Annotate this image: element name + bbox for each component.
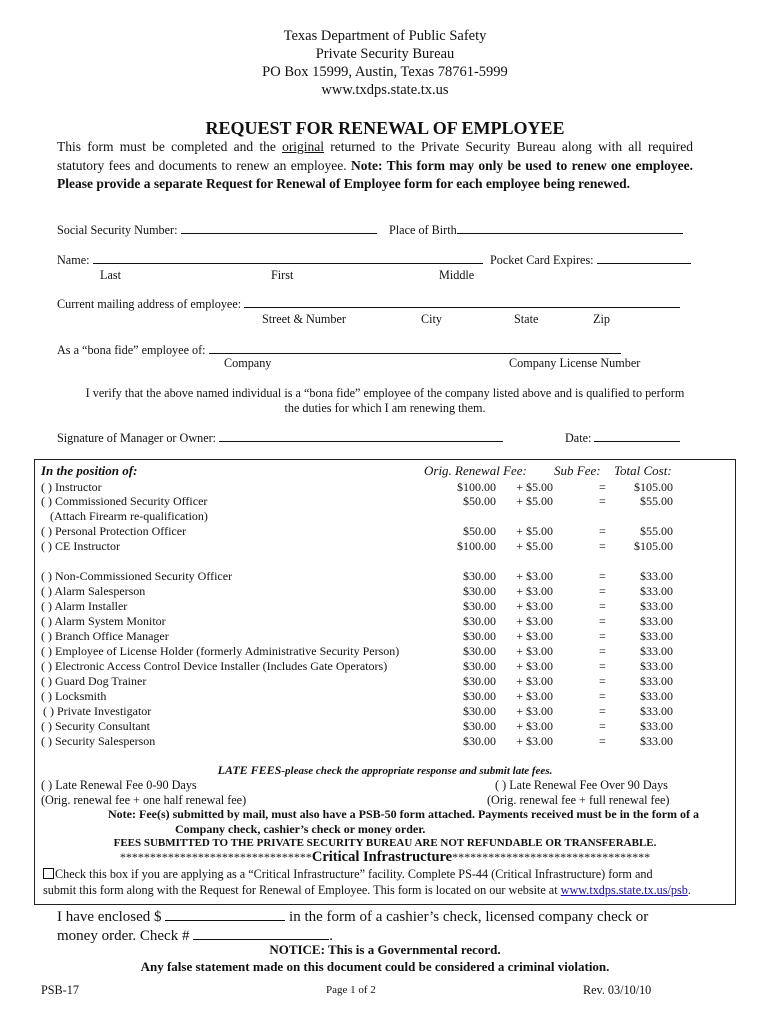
place-of-birth-input[interactable] [457, 222, 683, 234]
place-of-birth-field [389, 222, 683, 238]
period: . [329, 928, 333, 944]
payment-form-text: in the form of a cashier’s check, licensed company check or [285, 909, 649, 925]
critical-infrastructure-line1 [43, 867, 653, 882]
position-name: ( ) Alarm System Monitor [41, 614, 166, 628]
sub-fee: + $5.00 [516, 524, 553, 538]
position-row[interactable] [41, 734, 731, 749]
sub-fee: + $3.00 [516, 569, 553, 583]
equals-sign: = [599, 659, 606, 673]
check-number-label: money order. Check # [57, 928, 194, 944]
position-note: (Attach Firearm re-qualification) [50, 509, 208, 523]
late-fee-over-90-description: (Orig. renewal fee + full renewal fee) [487, 793, 670, 807]
late-fees-heading [0, 763, 770, 778]
date-label: Date: [565, 431, 592, 445]
critical-infrastructure-text-2: submit this form along with the Request for Renewal of Employee. This form is located on our website at [43, 883, 561, 897]
critical-infrastructure-heading [0, 849, 770, 866]
critical-infrastructure-text: Check this box if you are applying as a “Critical Infrastructure” facility. Complete PS-44 (Critical Infrastructure) form and [55, 867, 653, 881]
position-row[interactable] [41, 689, 731, 704]
period: . [687, 883, 691, 897]
total-cost: $33.00 [640, 584, 673, 598]
sub-fee: + $3.00 [516, 584, 553, 598]
ssn-input[interactable] [181, 222, 377, 234]
pocket-card-label: Pocket Card Expires: [490, 253, 594, 267]
orig-fee: $100.00 [457, 539, 496, 553]
equals-sign: = [599, 584, 606, 598]
date-input[interactable] [594, 430, 680, 442]
position-name: ( ) Alarm Salesperson [41, 584, 146, 598]
position-name: ( ) Security Consultant [41, 719, 150, 733]
orig-fee: $30.00 [463, 719, 496, 733]
total-cost: $33.00 [640, 569, 673, 583]
position-row[interactable] [41, 599, 731, 614]
ssn-field [57, 222, 377, 238]
total-cost: $33.00 [640, 629, 673, 643]
equals-sign: = [599, 599, 606, 613]
position-name: ( ) Branch Office Manager [41, 629, 169, 643]
sub-fee: + $3.00 [516, 719, 553, 733]
position-row[interactable] [41, 659, 731, 674]
sub-fee: + $5.00 [516, 539, 553, 553]
orig-fee: $30.00 [463, 674, 496, 688]
orig-fee: $100.00 [457, 480, 496, 494]
total-cost: $33.00 [640, 734, 673, 748]
sub-fee: + $3.00 [516, 659, 553, 673]
place-of-birth-label: Place of Birth [389, 223, 457, 237]
late-fee-over-90-option[interactable]: ( ) Late Renewal Fee Over 90 Days [495, 778, 668, 792]
address-sub-street: Street & Number [262, 312, 346, 326]
sub-fee: + $3.00 [516, 644, 553, 658]
page-number: Page 1 of 2 [326, 984, 376, 996]
position-row-commissioned-officer[interactable] [41, 494, 731, 509]
address-sub-zip: Zip [593, 312, 610, 326]
total-cost: $33.00 [640, 599, 673, 613]
total-cost: $33.00 [640, 704, 673, 718]
sub-fee-header: Sub Fee: [554, 463, 601, 478]
mail-note-line2: Company check, cashier’s check or money order. [175, 822, 426, 836]
sub-fee: + $5.00 [516, 480, 553, 494]
total-cost: $33.00 [640, 674, 673, 688]
mail-note-line1: Note: Fee(s) submitted by mail, must also have a PSB-50 form attached. Payments received must be in the form of a [108, 807, 700, 821]
total-cost: $55.00 [640, 494, 673, 508]
pocket-card-field [490, 252, 691, 268]
form-id: PSB-17 [41, 983, 79, 997]
bona-fide-input[interactable] [209, 342, 621, 354]
position-name: ( ) Employee of License Holder (formerly Administrative Security Person) [41, 644, 400, 658]
orig-fee-header: Orig. Renewal Fee: [424, 463, 527, 478]
orig-fee: $30.00 [463, 569, 496, 583]
bureau-name: Private Security Bureau [315, 46, 455, 62]
equals-sign: = [599, 494, 606, 508]
sub-fee: + $3.00 [516, 734, 553, 748]
sub-fee: + $5.00 [516, 494, 553, 508]
equals-sign: = [599, 734, 606, 748]
address-sub-city: City [421, 312, 442, 326]
equals-sign: = [599, 480, 606, 494]
position-name: ( ) Locksmith [41, 689, 107, 703]
total-cost: $105.00 [634, 480, 673, 494]
position-row-personal-protection[interactable] [41, 524, 731, 539]
stars-left: ******************************** [119, 850, 312, 864]
orig-fee: $30.00 [463, 644, 496, 658]
equals-sign: = [599, 719, 606, 733]
equals-sign: = [599, 644, 606, 658]
position-name: ( ) Guard Dog Trainer [41, 674, 147, 688]
critical-infrastructure-checkbox[interactable] [43, 868, 54, 879]
ssn-label: Social Security Number: [57, 223, 178, 237]
position-row[interactable] [41, 614, 731, 629]
enclosed-label: I have enclosed $ [57, 909, 166, 925]
position-name: ( ) CE Instructor [41, 539, 120, 553]
total-cost: $33.00 [640, 689, 673, 703]
position-row[interactable] [41, 704, 731, 719]
name-field [57, 252, 483, 268]
position-row[interactable] [41, 569, 731, 584]
position-row-instructor[interactable] [41, 480, 731, 495]
intro-text-2: returned to the Private Security Bureau along with all required statutory fees and documents to renew an employee. [57, 139, 693, 173]
verify-text-line2: the duties for which I am renewing them. [284, 401, 486, 415]
address-field [57, 296, 680, 312]
position-row[interactable] [41, 584, 731, 599]
position-name: ( ) Alarm Installer [41, 599, 128, 613]
sub-fee: + $3.00 [516, 629, 553, 643]
late-fee-0-90-description: (Orig. renewal fee + one half renewal fee) [41, 793, 247, 807]
total-cost: $33.00 [640, 644, 673, 658]
orig-fee: $30.00 [463, 614, 496, 628]
name-label: Name: [57, 253, 90, 267]
nonrefundable-notice: FEES SUBMITTED TO THE PRIVATE SECURITY BUREAU ARE NOT REFUNDABLE OR TRANSFERABLE. [113, 837, 657, 849]
check-number-input[interactable] [193, 926, 329, 940]
total-cost-header: Total Cost: [614, 463, 672, 478]
sub-fee: + $3.00 [516, 704, 553, 718]
revision-date: Rev. 03/10/10 [583, 983, 652, 997]
position-note-firearm [41, 509, 731, 524]
name-sub-middle: Middle [439, 268, 475, 282]
orig-fee: $30.00 [463, 689, 496, 703]
position-name: ( ) Commissioned Security Officer [41, 494, 208, 508]
critical-infrastructure-title: Critical Infrastructure [311, 849, 453, 865]
intro-underlined: original [282, 139, 325, 154]
orig-fee: $30.00 [463, 734, 496, 748]
position-row[interactable] [41, 644, 731, 659]
total-cost: $33.00 [640, 614, 673, 628]
stars-right: ********************************* [452, 850, 651, 864]
intro-paragraph [57, 138, 693, 194]
enclosed-amount-input[interactable] [165, 907, 285, 921]
position-header: In the position of: [41, 463, 138, 478]
intro-text: This form must be completed and the [57, 139, 283, 154]
position-row[interactable] [41, 719, 731, 734]
total-cost: $55.00 [640, 524, 673, 538]
name-input[interactable] [93, 252, 483, 264]
equals-sign: = [599, 689, 606, 703]
total-cost: $33.00 [640, 719, 673, 733]
equals-sign: = [599, 704, 606, 718]
sub-fee: + $3.00 [516, 689, 553, 703]
equals-sign: = [599, 614, 606, 628]
equals-sign: = [599, 524, 606, 538]
position-name: ( ) Non-Commissioned Security Officer [41, 569, 233, 583]
sub-fee: + $3.00 [516, 674, 553, 688]
equals-sign: = [599, 674, 606, 688]
sub-fee: + $3.00 [516, 614, 553, 628]
verify-text-line1: I verify that the above named individual is a “bona fide” employee of the company listed above and is qualified to perform [85, 386, 685, 400]
address-label: Current mailing address of employee: [57, 297, 242, 311]
total-cost: $33.00 [640, 659, 673, 673]
signature-label: Signature of Manager or Owner: [57, 431, 217, 445]
position-row[interactable] [41, 674, 731, 689]
late-fees-heading-rest: -please check the appropriate response and submit late fees. [281, 765, 553, 777]
position-name: ( ) Security Salesperson [41, 734, 156, 748]
position-name: ( ) Electronic Access Control Device Installer (Includes Gate Operators) [41, 659, 388, 673]
signature-input[interactable] [219, 430, 503, 442]
orig-fee: $50.00 [463, 494, 496, 508]
payment-line1 [57, 907, 648, 926]
pocket-card-input[interactable] [597, 252, 691, 264]
name-sub-last: Last [100, 268, 121, 282]
agency-address: PO Box 15999, Austin, Texas 78761-5999 [262, 64, 508, 80]
bona-fide-sub-license: Company License Number [509, 356, 641, 370]
orig-fee: $30.00 [463, 704, 496, 718]
psb-website-link[interactable]: www.txdps.state.tx.us/psb [560, 883, 688, 897]
bona-fide-label: As a “bona fide” employee of: [57, 343, 206, 357]
sub-fee: + $3.00 [516, 599, 553, 613]
orig-fee: $30.00 [463, 584, 496, 598]
bona-fide-sub-company: Company [224, 356, 272, 370]
critical-infrastructure-line2 [43, 883, 691, 898]
signature-field [57, 430, 503, 446]
agency-website: www.txdps.state.tx.us [321, 82, 449, 98]
orig-fee: $30.00 [463, 659, 496, 673]
equals-sign: = [599, 569, 606, 583]
position-row-ce-instructor[interactable] [41, 539, 731, 554]
false-statement-warning: Any false statement made on this document could be considered a criminal violation. [140, 959, 610, 974]
late-fee-0-90-option[interactable]: ( ) Late Renewal Fee 0-90 Days [41, 778, 197, 792]
equals-sign: = [599, 539, 606, 553]
total-cost: $105.00 [634, 539, 673, 553]
form-title: REQUEST FOR RENEWAL OF EMPLOYEE [205, 118, 565, 138]
position-name: ( ) Instructor [41, 480, 102, 494]
orig-fee: $50.00 [463, 524, 496, 538]
position-row[interactable] [41, 629, 731, 644]
position-name: ( ) Personal Protection Officer [41, 524, 187, 538]
orig-fee: $30.00 [463, 599, 496, 613]
date-field [565, 430, 680, 446]
address-input[interactable] [244, 296, 680, 308]
name-sub-first: First [271, 268, 294, 282]
late-fees-heading-bold: LATE FEES [217, 763, 282, 777]
intro-bold-note: Note: This form may only be used to renew one employee. Please provide a separate Request for Renewal of Employee form for each employee being renewed. [57, 157, 693, 191]
position-name: ( ) Private Investigator [43, 704, 152, 718]
agency-name: Texas Department of Public Safety [283, 28, 487, 44]
address-sub-state: State [514, 312, 539, 326]
position-table-header [41, 463, 731, 478]
governmental-record-notice: NOTICE: This is a Governmental record. [269, 942, 501, 957]
orig-fee: $30.00 [463, 629, 496, 643]
equals-sign: = [599, 629, 606, 643]
